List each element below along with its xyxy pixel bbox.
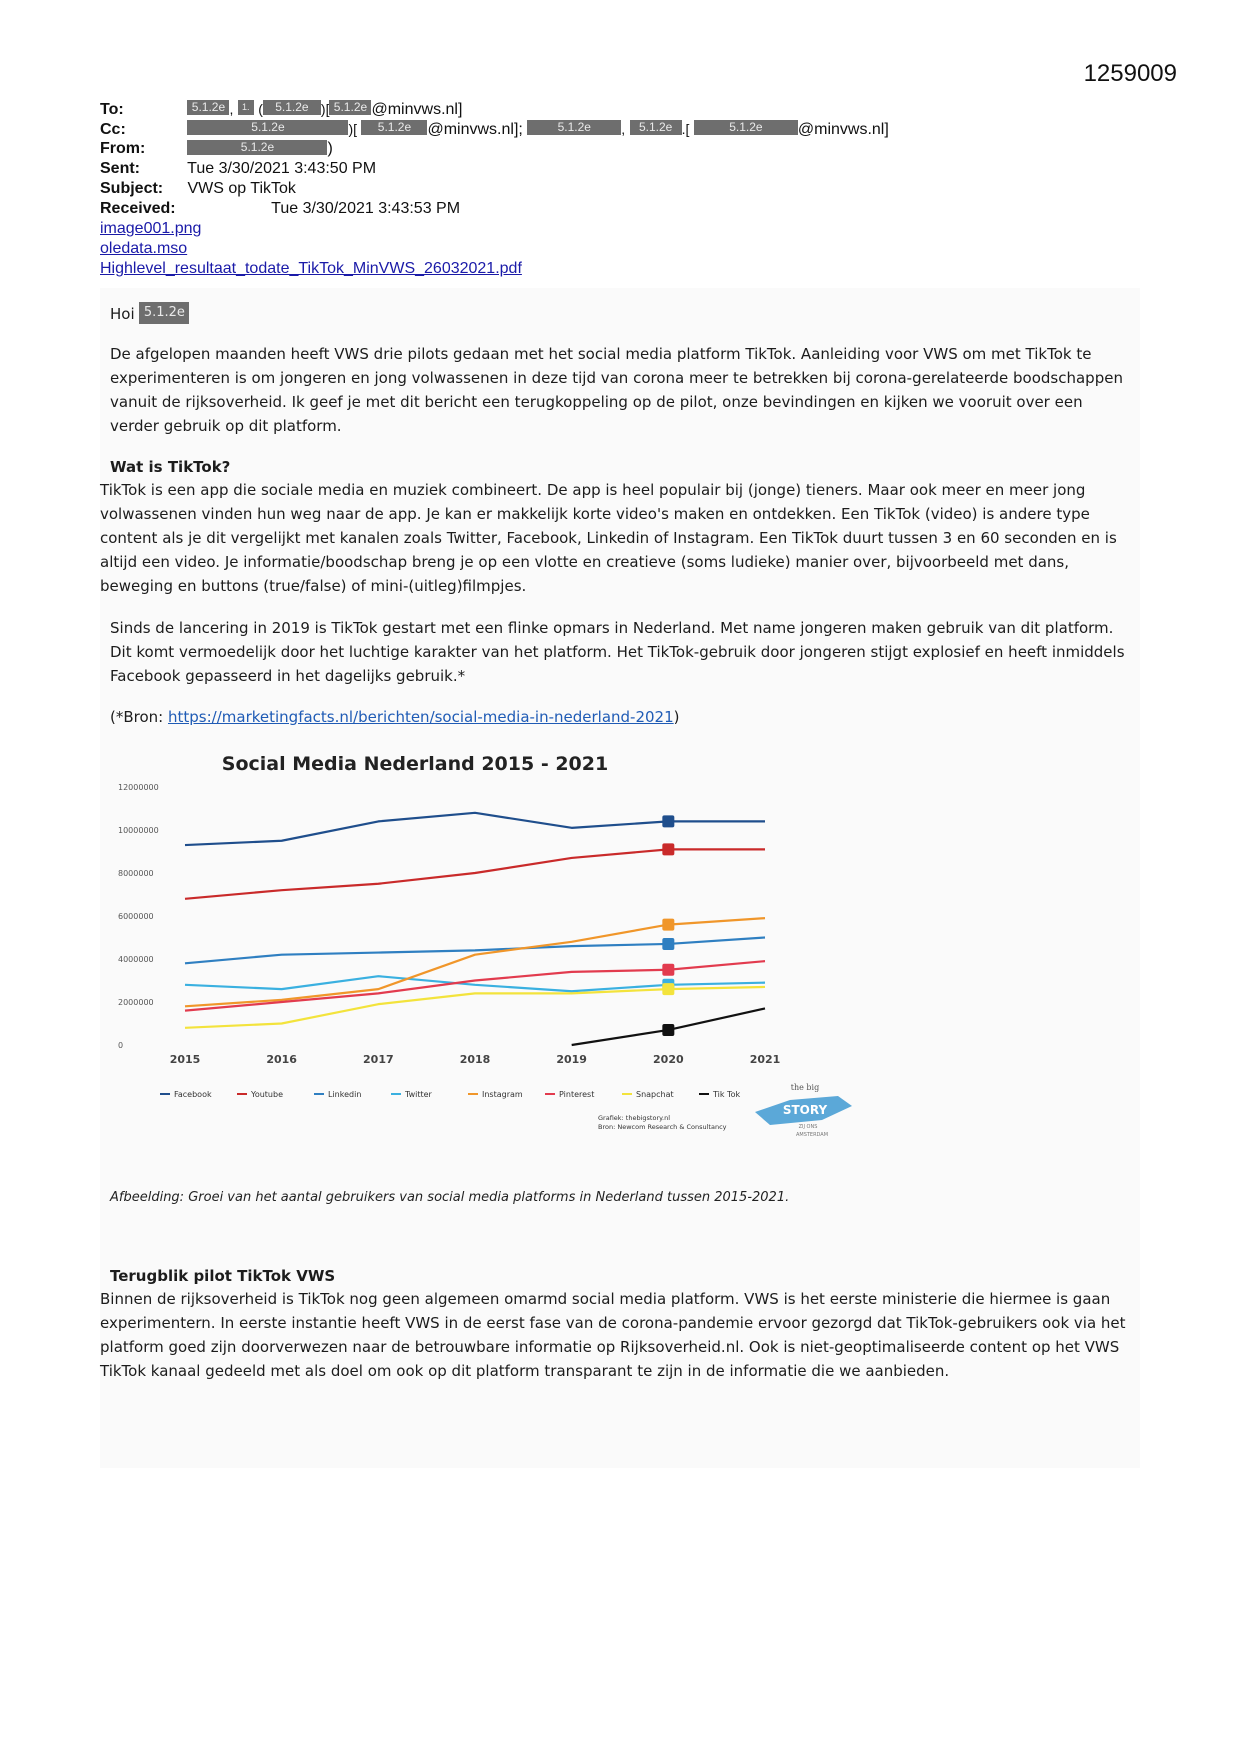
attachment-link[interactable] <box>100 219 889 239</box>
platform-marker-facebook <box>662 815 674 827</box>
chart-caption: Afbeelding: Groei van het aantal gebruikers van social media platforms in Nederland tussen 2015-2021. <box>110 1190 790 1205</box>
y-tick-label: 8000000 <box>118 869 154 878</box>
heading-wat-is-tiktok: Wat is TikTok? <box>110 458 231 476</box>
legend-label: Pinterest <box>559 1090 595 1099</box>
document-id: 1259009 <box>1083 60 1177 87</box>
redaction: 5.1.2e <box>187 120 348 135</box>
chart-credit: Grafiek: thebigstory.nl <box>598 1114 671 1122</box>
redaction: 5.1.2e <box>263 100 321 115</box>
cc-domain-2: @minvws.nl] <box>797 121 889 138</box>
attachment-oledata[interactable]: oledata.mso <box>100 240 188 257</box>
chart-title: Social Media Nederland 2015 - 2021 <box>221 753 609 775</box>
chart-svg <box>110 740 870 1170</box>
x-tick-label: 2017 <box>363 1053 394 1066</box>
redaction: 5.1.2e <box>329 100 371 115</box>
chart-source-credit: Bron: Newcom Research & Consultancy <box>598 1123 727 1131</box>
logo-tagline: ZIJ ONS <box>798 1124 818 1130</box>
email-header <box>100 99 889 279</box>
x-tick-label: 2018 <box>459 1053 491 1066</box>
redaction: 5.1.2e <box>361 120 427 135</box>
redaction: 5.1.2e <box>139 302 189 324</box>
cc-row: Cc: 5.1.2e )[ 5.1.2e @minvws.nl]; 5.1.2e , 5.1.2e .[ 5.1.2e @minvws.nl] <box>100 120 889 138</box>
y-tick-label: 10000000 <box>118 826 159 835</box>
platform-marker-instagram <box>662 919 674 931</box>
cc-domain: @minvws.nl]; <box>427 121 523 138</box>
source-suffix: ) <box>673 708 680 726</box>
received-value: Tue 3/30/2021 3:43:53 PM <box>271 200 461 217</box>
x-tick-label: 2020 <box>653 1053 684 1066</box>
subject-label: Subject: <box>100 180 164 197</box>
subject-value: VWS op TikTok <box>187 180 296 197</box>
y-tick-label: 2000000 <box>118 998 154 1007</box>
from-label: From: <box>100 140 146 157</box>
heading-terugblik: Terugblik pilot TikTok VWS <box>110 1267 336 1285</box>
source-line <box>110 705 680 729</box>
redaction: 5.1.2e <box>694 120 798 135</box>
greeting: Hoi <box>110 305 135 323</box>
x-tick-label: 2019 <box>556 1053 587 1066</box>
source-link[interactable]: https://marketingfacts.nl/berichten/social-media-in-nederland-2021 <box>168 708 674 726</box>
platform-marker-pinterest <box>662 964 674 976</box>
legend-label: Instagram <box>482 1090 523 1099</box>
platform-marker-snapchat <box>662 983 674 995</box>
redaction: 5.1.2e <box>187 140 327 155</box>
logo-city: AMSTERDAM <box>795 1132 829 1138</box>
y-tick-label: 12000000 <box>118 783 159 792</box>
intro-paragraph: De afgelopen maanden heeft VWS drie pilots gedaan met het social media platform TikTok. Aanleiding voor VWS om met TikTok te experimenteren is om jongeren en jong volwassenen in deze tijd van corona meer te betrekken bij corona-gerelateerde boodschappen vanuit de rijksoverheid. Ik geef je met dit bericht een terugkoppeling op de pilot, onze bevindingen en kijken we vooruit over een verder gebruik op dit platform. <box>110 345 1123 435</box>
from-row: From: 5.1.2e ) <box>100 140 333 157</box>
received-row <box>100 199 889 219</box>
sent-label: Sent: <box>100 160 140 177</box>
paragraph-terugblik: Binnen de rijksoverheid is TikTok nog geen algemeen omarmd social media platform. VWS is het eerste ministerie die hiermee is gaan experimentern. In eerste instantie heeft VWS in de eerst fase van de corona-pandemie ervoor gezorgd dat TikTok-gebruikers ook via het platform goed zijn doorverwezen naar de betrouwbare informatie op Rijksoverheid.nl. Ook is niet-geoptimaliseerde content op het VWS TikTok kanaal gedeeld met als doel om ook op dit platform transparant te zijn in de informatie die we aanbieden. <box>100 1290 1126 1380</box>
x-tick-label: 2015 <box>169 1053 201 1066</box>
series-line-facebook <box>185 813 765 845</box>
y-tick-label: 0 <box>118 1041 124 1050</box>
series-line-snapchat <box>185 987 765 1028</box>
legend-label: Linkedin <box>328 1090 362 1099</box>
attachment-link[interactable] <box>100 259 889 279</box>
legend-label: Tik Tok <box>713 1090 741 1099</box>
sent-value: Tue 3/30/2021 3:43:50 PM <box>187 160 377 177</box>
logo-story: STORY <box>782 1103 828 1117</box>
platform-marker-tik-tok <box>662 1024 674 1036</box>
redaction: 5.1.2e <box>187 100 229 115</box>
source-prefix: (*Bron: <box>110 708 168 726</box>
y-tick-label: 6000000 <box>118 912 154 921</box>
legend-label: Snapchat <box>636 1090 674 1099</box>
series-line-youtube <box>185 849 765 898</box>
legend-label: Twitter <box>405 1090 432 1099</box>
series-line-linkedin <box>185 938 765 964</box>
greeting-line <box>110 302 189 326</box>
legend-label: Youtube <box>251 1090 283 1099</box>
attachment-pdf[interactable]: Highlevel_resultaat_todate_TikTok_MinVWS_26032021.pdf <box>100 260 522 277</box>
sent-row <box>100 159 889 179</box>
redaction: 5.1.2e <box>527 120 621 135</box>
social-media-chart <box>110 740 870 1170</box>
y-tick-label: 4000000 <box>118 955 154 964</box>
subject-row <box>100 179 889 199</box>
legend-label: Facebook <box>174 1090 212 1099</box>
redaction: 5.1.2e <box>630 120 682 135</box>
x-tick-label: 2016 <box>266 1053 297 1066</box>
to-row: To: 5.1.2e , 1. ( 5.1.2e )[ 5.1.2e @minvws.nl] <box>100 100 463 118</box>
redaction: 1. <box>238 100 254 115</box>
attachment-link[interactable] <box>100 239 889 259</box>
paragraph-lancering: Sinds de lancering in 2019 is TikTok gestart met een flinke opmars in Nederland. Met name jongeren maken gebruik van dit platform. Dit komt vermoedelijk door het luchtige karakter van het platform. Het TikTok-gebruik door jongeren stijgt explosief en heeft inmiddels Facebook gepasseerd in het dagelijks gebruik.* <box>110 619 1125 685</box>
to-label: To: <box>100 101 124 118</box>
logo-text: the big <box>790 1083 820 1092</box>
paragraph-tiktok-explained: TikTok is een app die sociale media en muziek combineert. De app is heel populair bij (jonge) tieners. Maar ook meer en meer jong volwassenen vinden hun weg naar de app. Je kan er makkelijk korte video's maken en ontdekken. Een TikTok (video) is andere type content als je dit vergelijkt met kanalen zoals Twitter, Facebook, Linkedin of Instagram. Een TikTok duurt tussen 3 en 60 seconden en is altijd een video. Je informatie/boodschap breng je op een vlotte en creatieve (soms ludieke) manier over, bijvoorbeeld met dans, beweging en buttons (true/false) of mini-(uitleg)filmpjes. <box>100 481 1117 595</box>
platform-marker-youtube <box>662 843 674 855</box>
to-domain: @minvws.nl] <box>371 101 463 118</box>
x-tick-label: 2021 <box>749 1053 781 1066</box>
received-label: Received: <box>100 200 176 217</box>
cc-label: Cc: <box>100 121 126 138</box>
platform-marker-linkedin <box>662 938 674 950</box>
attachment-image001[interactable]: image001.png <box>100 220 202 237</box>
